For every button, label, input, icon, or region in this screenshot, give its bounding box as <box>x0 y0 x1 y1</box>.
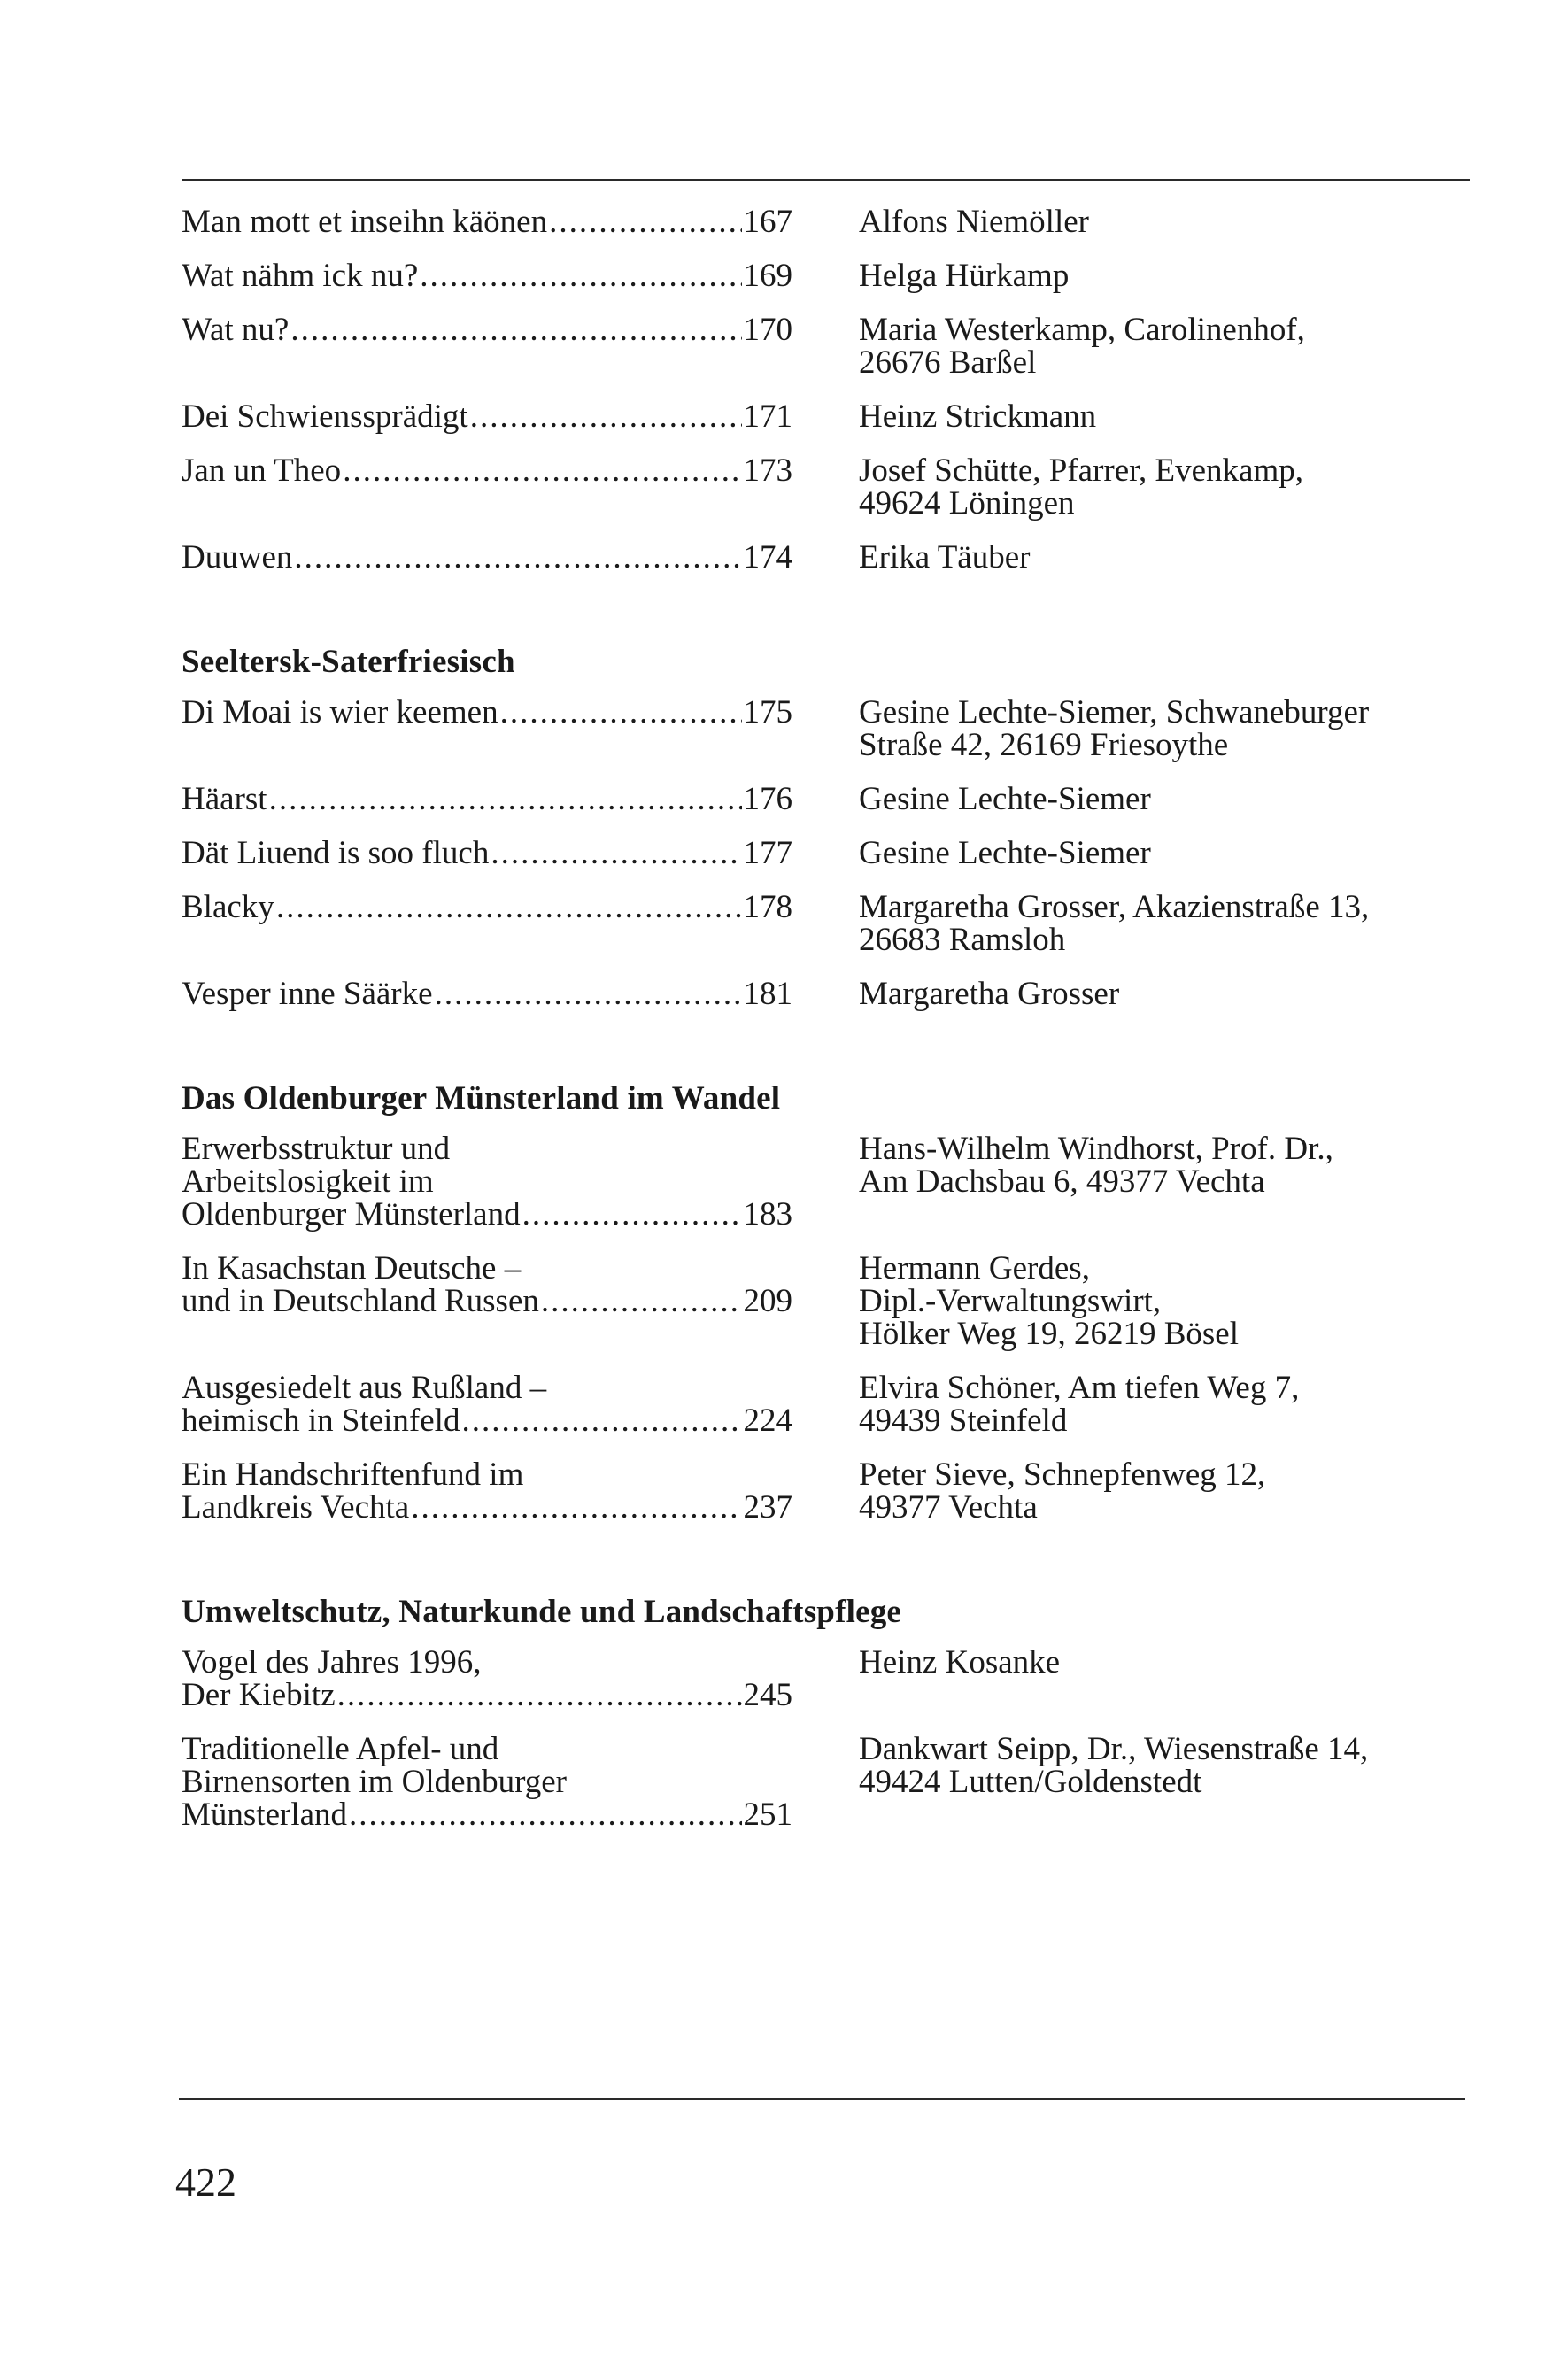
entry-page-number: 176 <box>743 781 792 817</box>
title-line <box>182 541 792 574</box>
section-title: Das Oldenburger Münsterland im Wandel <box>182 1080 781 1117</box>
entry-page-number: 224 <box>743 1402 792 1439</box>
entry-title <box>182 313 792 379</box>
title-text: Arbeitslosigkeit im <box>182 1163 434 1200</box>
entry-title <box>182 783 792 815</box>
title-line <box>182 1679 792 1712</box>
dot-leader <box>349 1798 741 1831</box>
author-line: 49377 Vechta <box>859 1489 1038 1526</box>
entry-page-number: 170 <box>743 312 792 348</box>
toc-entry <box>182 978 1474 1010</box>
entry-page-number: 245 <box>743 1677 792 1713</box>
author-line: Hermann Gerdes, <box>859 1250 1090 1287</box>
entry-author <box>859 837 1474 869</box>
title-text: Duuwen <box>182 539 293 576</box>
author-line: Gesine Lechte-Siemer, Schwaneburger <box>859 694 1370 730</box>
title-text: Dät Liuend is soo fluch <box>182 835 490 871</box>
entry-title <box>182 891 792 956</box>
toc-entry <box>182 1132 1474 1231</box>
author-line: Am Dachsbau 6, 49377 Vechta <box>859 1163 1265 1200</box>
entry-page-number: 169 <box>743 258 792 294</box>
toc-entry <box>182 783 1474 815</box>
dot-leader <box>269 783 742 815</box>
author-line: Elvira Schöner, Am tiefen Weg 7, <box>859 1370 1300 1406</box>
entry-title <box>182 1458 792 1524</box>
entry-author <box>859 783 1474 815</box>
author-line: Hans-Wilhelm Windhorst, Prof. Dr., <box>859 1131 1333 1167</box>
entry-title <box>182 1646 792 1712</box>
toc-entry <box>182 205 1474 238</box>
title-line <box>182 1165 792 1198</box>
entry-page-number: 175 <box>743 694 792 730</box>
title-text: Münsterland <box>182 1797 348 1833</box>
author-line: Gesine Lechte-Siemer <box>859 781 1151 817</box>
title-text: Wat nu? <box>182 312 290 348</box>
entry-author <box>859 454 1474 520</box>
author-line: Margaretha Grosser <box>859 976 1120 1012</box>
dot-leader <box>470 400 742 433</box>
dot-leader <box>522 1198 742 1231</box>
dot-leader <box>411 1491 741 1524</box>
author-line: Maria Westerkamp, Carolinenhof, <box>859 312 1305 348</box>
title-text: heimisch in Steinfeld <box>182 1402 460 1439</box>
title-text: In Kasachstan Deutsche – <box>182 1250 522 1287</box>
toc-entry <box>182 400 1474 433</box>
author-line: 49624 Löningen <box>859 485 1075 522</box>
entry-title <box>182 837 792 869</box>
author-line: Josef Schütte, Pfarrer, Evenkamp, <box>859 452 1303 489</box>
author-line: Erika Täuber <box>859 539 1031 576</box>
entry-author <box>859 1132 1474 1231</box>
entry-page-number: 177 <box>743 835 792 871</box>
dot-leader <box>549 205 741 238</box>
title-text: Landkreis Vechta <box>182 1489 410 1526</box>
dot-leader <box>500 696 742 729</box>
author-line: Margaretha Grosser, Akazienstraße 13, <box>859 889 1370 925</box>
author-line: Dipl.-Verwaltungswirt, <box>859 1283 1162 1319</box>
entry-page-number: 171 <box>743 398 792 435</box>
toc-entry <box>182 1372 1474 1437</box>
title-line <box>182 454 792 487</box>
entry-title <box>182 978 792 1010</box>
section-title: Seeltersk-Saterfriesisch <box>182 644 515 680</box>
title-text: Traditionelle Apfel- und <box>182 1731 499 1767</box>
title-line <box>182 1766 792 1798</box>
toc-entry <box>182 891 1474 956</box>
toc-entry <box>182 313 1474 379</box>
entry-page-number: 178 <box>743 889 792 925</box>
entry-page-number: 181 <box>743 976 792 1012</box>
title-text: Der Kiebitz <box>182 1677 336 1713</box>
toc-entry <box>182 259 1474 292</box>
entry-page-number: 209 <box>743 1283 792 1319</box>
entry-author <box>859 400 1474 433</box>
dot-leader <box>276 891 742 923</box>
entry-page-number: 251 <box>743 1797 792 1833</box>
dot-leader <box>337 1679 742 1712</box>
title-text: Jan un Theo <box>182 452 342 489</box>
dot-leader <box>541 1285 742 1318</box>
dot-leader <box>343 454 741 487</box>
toc-entry <box>182 541 1474 574</box>
entry-author <box>859 205 1474 238</box>
title-line <box>182 1404 792 1437</box>
dot-leader <box>491 837 741 869</box>
author-line: Peter Sieve, Schnepfenweg 12, <box>859 1457 1266 1493</box>
title-text: Man mott et inseihn käönen <box>182 204 548 240</box>
dot-leader <box>294 541 741 574</box>
entry-title <box>182 259 792 292</box>
entry-title <box>182 1372 792 1437</box>
toc-section <box>182 1079 1474 1524</box>
title-line <box>182 1733 792 1766</box>
entry-title <box>182 454 792 520</box>
title-line <box>182 1198 792 1231</box>
author-line: 26683 Ramsloh <box>859 922 1066 958</box>
entry-author <box>859 1458 1474 1524</box>
title-line <box>182 205 792 238</box>
entry-author <box>859 696 1474 761</box>
entry-author <box>859 313 1474 379</box>
toc-entry <box>182 1252 1474 1350</box>
toc-entry <box>182 454 1474 520</box>
entry-page-number: 237 <box>743 1489 792 1526</box>
title-text: Ein Handschriftenfund im <box>182 1457 524 1493</box>
dot-leader <box>435 978 742 1010</box>
title-text: Erwerbsstruktur und <box>182 1131 451 1167</box>
toc-entry <box>182 1733 1474 1831</box>
title-line <box>182 1252 792 1285</box>
title-text: Wat nähm ick nu? <box>182 258 419 294</box>
author-line: Helga Hürkamp <box>859 258 1070 294</box>
title-line <box>182 1491 792 1524</box>
entry-author <box>859 259 1474 292</box>
entry-title <box>182 1252 792 1350</box>
author-line: 26676 Barßel <box>859 344 1037 381</box>
entry-page-number: 183 <box>743 1196 792 1232</box>
entry-author <box>859 891 1474 956</box>
entry-author <box>859 978 1474 1010</box>
title-line <box>182 978 792 1010</box>
title-line <box>182 1285 792 1318</box>
entry-title <box>182 400 792 433</box>
title-line <box>182 1646 792 1679</box>
author-line: 49439 Steinfeld <box>859 1402 1068 1439</box>
title-text: Vogel des Jahres 1996, <box>182 1644 482 1681</box>
title-line <box>182 1798 792 1831</box>
toc-section <box>182 1593 1474 1831</box>
section-title: Umweltschutz, Naturkunde und Landschaftspflege <box>182 1594 902 1630</box>
entry-author <box>859 1252 1474 1350</box>
toc-entry <box>182 1646 1474 1712</box>
title-text: Di Moai is wier keemen <box>182 694 498 730</box>
dot-leader <box>461 1404 741 1437</box>
entry-page-number: 167 <box>743 204 792 240</box>
toc-entry <box>182 696 1474 761</box>
entry-author <box>859 1733 1474 1831</box>
dot-leader <box>420 259 741 292</box>
title-line <box>182 259 792 292</box>
title-text: und in Deutschland Russen <box>182 1283 539 1319</box>
title-text: Ausgesiedelt aus Rußland – <box>182 1370 547 1406</box>
title-line <box>182 400 792 433</box>
toc-entry <box>182 837 1474 869</box>
entry-title <box>182 541 792 574</box>
bottom-rule <box>179 2098 1465 2100</box>
title-text: Dei Schwienssprädigt <box>182 398 468 435</box>
title-line <box>182 1458 792 1491</box>
entry-title <box>182 1132 792 1231</box>
toc-section <box>182 643 1474 1010</box>
toc-content <box>182 205 1474 1852</box>
author-line: 49424 Lutten/Goldenstedt <box>859 1764 1202 1800</box>
author-line: Dankwart Seipp, Dr., Wiesenstraße 14, <box>859 1731 1369 1767</box>
entry-title <box>182 1733 792 1831</box>
top-rule <box>182 179 1470 181</box>
entry-title <box>182 205 792 238</box>
author-line: Heinz Strickmann <box>859 398 1097 435</box>
title-text: Häarst <box>182 781 267 817</box>
title-text: Birnensorten im Oldenburger <box>182 1764 568 1800</box>
title-line <box>182 891 792 923</box>
title-line <box>182 1372 792 1404</box>
toc-section <box>182 205 1474 574</box>
author-line: Gesine Lechte-Siemer <box>859 835 1151 871</box>
entry-page-number: 173 <box>743 452 792 489</box>
toc-entry <box>182 1458 1474 1524</box>
title-text: Oldenburger Münsterland <box>182 1196 521 1232</box>
title-line <box>182 783 792 815</box>
author-line: Straße 42, 26169 Friesoythe <box>859 727 1229 763</box>
title-text: Blacky <box>182 889 274 925</box>
entry-author <box>859 1646 1474 1712</box>
author-line: Heinz Kosanke <box>859 1644 1061 1681</box>
entry-page-number: 174 <box>743 539 792 576</box>
entry-title <box>182 696 792 761</box>
title-line <box>182 696 792 729</box>
dot-leader <box>290 313 741 346</box>
title-line <box>182 313 792 346</box>
title-line <box>182 1132 792 1165</box>
page-number: 422 <box>175 2160 236 2205</box>
entry-author <box>859 1372 1474 1437</box>
title-line <box>182 837 792 869</box>
entry-author <box>859 541 1474 574</box>
author-line: Alfons Niemöller <box>859 204 1089 240</box>
title-text: Vesper inne Säärke <box>182 976 433 1012</box>
author-line: Hölker Weg 19, 26219 Bösel <box>859 1316 1239 1352</box>
